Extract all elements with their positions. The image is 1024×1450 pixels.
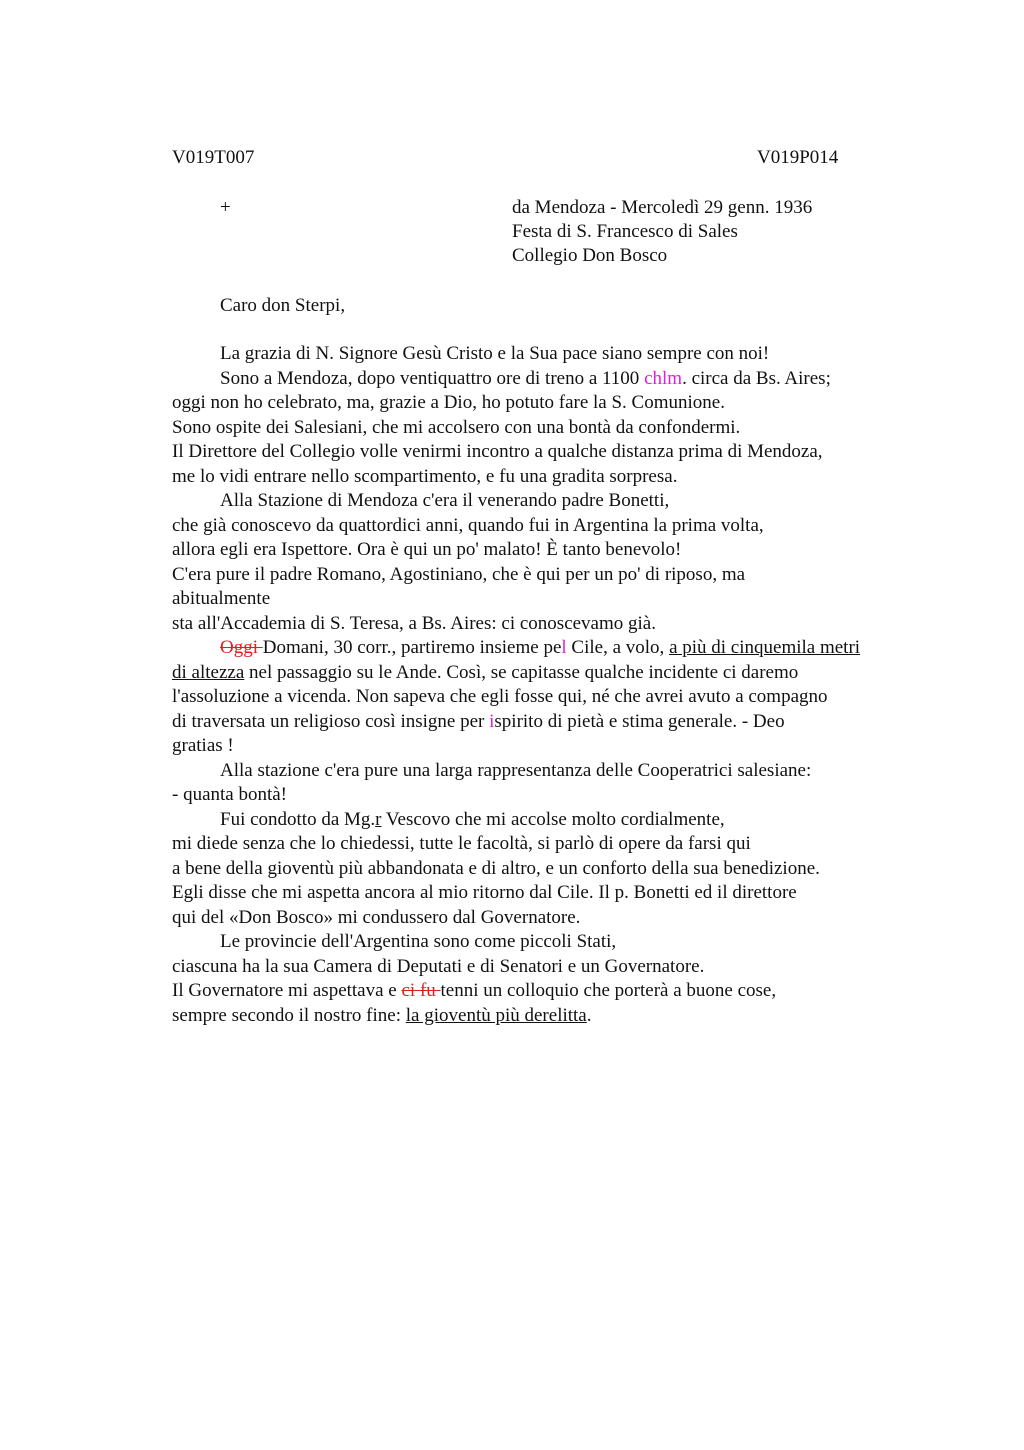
body-line: sta all'Accademia di S. Teresa, a Bs. Aires: ci conoscevamo già. xyxy=(172,612,656,634)
body-line: sempre secondo il nostro fine: la gioventù più derelitta. xyxy=(172,1004,592,1026)
college-line: Collegio Don Bosco xyxy=(512,245,668,266)
feast-line: Festa di S. Francesco di Sales xyxy=(512,221,738,242)
body-line: me lo vidi entrare nello scompartimento, e fu una gradita sorpresa. xyxy=(172,465,678,487)
body-line: Alla Stazione di Mendoza c'era il venerando padre Bonetti, xyxy=(220,490,670,511)
body-line: abitualmente xyxy=(172,588,271,609)
body-line: Sono a Mendoza, dopo ventiquattro ore di treno a 1100 chlm. circa da Bs. Aires; xyxy=(220,367,831,389)
salutation: Caro don Sterpi, xyxy=(220,295,346,316)
inserted-text: chlm xyxy=(644,367,683,389)
body-line: Oggi Domani, 30 corr., partiremo insieme pel Cile, a volo, a più di cinquemila metri xyxy=(220,637,861,658)
inserted-text: l xyxy=(561,637,567,658)
body-line: Fui condotto da Mg.r Vescovo che mi accolse molto cordialmente, xyxy=(220,808,725,830)
letter-body xyxy=(172,342,932,1028)
doc-code-left: V019T007 xyxy=(172,147,255,168)
body-line: C'era pure il padre Romano, Agostiniano, che è qui per un po' di riposo, ma xyxy=(172,563,746,585)
body-line: - quanta bontà! xyxy=(172,784,288,805)
body-line: Il Direttore del Collegio volle venirmi incontro a qualche distanza prima di Mendoza, xyxy=(172,441,823,462)
underlined-text: a più di cinquemila metri xyxy=(669,637,861,658)
underlined-text: r xyxy=(375,808,382,830)
body-line: Le provincie dell'Argentina sono come piccoli Stati, xyxy=(220,931,617,952)
underlined-text: la gioventù più derelitta xyxy=(405,1004,587,1026)
body-line: La grazia di N. Signore Gesù Cristo e la Sua pace siano sempre con noi! xyxy=(220,343,770,364)
deleted-text: ci fu xyxy=(401,980,441,1001)
body-line: a bene della gioventù più abbandonata e di altro, e un conforto della sua benedizione. xyxy=(172,857,820,879)
body-line: di altezza nel passaggio su le Ande. Così, se capitasse qualche incidente ci daremo xyxy=(172,661,799,683)
underlined-text: di altezza xyxy=(172,661,245,683)
deleted-text: Oggi xyxy=(220,637,263,658)
body-line: qui del «Don Bosco» mi condussero dal Governatore. xyxy=(172,906,581,928)
body-line: Sono ospite dei Salesiani, che mi accolsero con una bontà da confondermi. xyxy=(172,416,741,438)
inserted-text: i xyxy=(489,710,495,732)
doc-code-right: V019P014 xyxy=(757,147,839,168)
body-line: oggi non ho celebrato, ma, grazie a Dio, ho potuto fare la S. Comunione. xyxy=(172,392,725,413)
body-line: gratias ! xyxy=(172,735,234,756)
body-line: Il Governatore mi aspettava e ci fu tenni un colloquio che porterà a buone cose, xyxy=(172,980,777,1001)
body-line: che già conoscevo da quattordici anni, quando fui in Argentina la prima volta, xyxy=(172,514,764,536)
body-line: ciascuna ha la sua Camera di Deputati e di Senatori e un Governatore. xyxy=(172,955,705,977)
place-date: da Mendoza - Mercoledì 29 genn. 1936 xyxy=(512,197,813,218)
cross-mark: + xyxy=(220,197,231,218)
body-line: di traversata un religioso così insigne per ispirito di pietà e stima generale. - Deo xyxy=(172,710,785,732)
body-line: allora egli era Ispettore. Ora è qui un po' malato! È tanto benevolo! xyxy=(172,539,682,560)
body-line: Alla stazione c'era pure una larga rappresentanza delle Cooperatrici salesiane: xyxy=(220,759,812,781)
body-line: l'assoluzione a vicenda. Non sapeva che egli fosse qui, né che avrei avuto a compagno xyxy=(172,686,828,707)
body-line: mi diede senza che lo chiedessi, tutte le facoltà, si parlò di opere da farsi qui xyxy=(172,833,751,854)
body-line: Egli disse che mi aspetta ancora al mio ritorno dal Cile. Il p. Bonetti ed il direttore xyxy=(172,882,797,903)
